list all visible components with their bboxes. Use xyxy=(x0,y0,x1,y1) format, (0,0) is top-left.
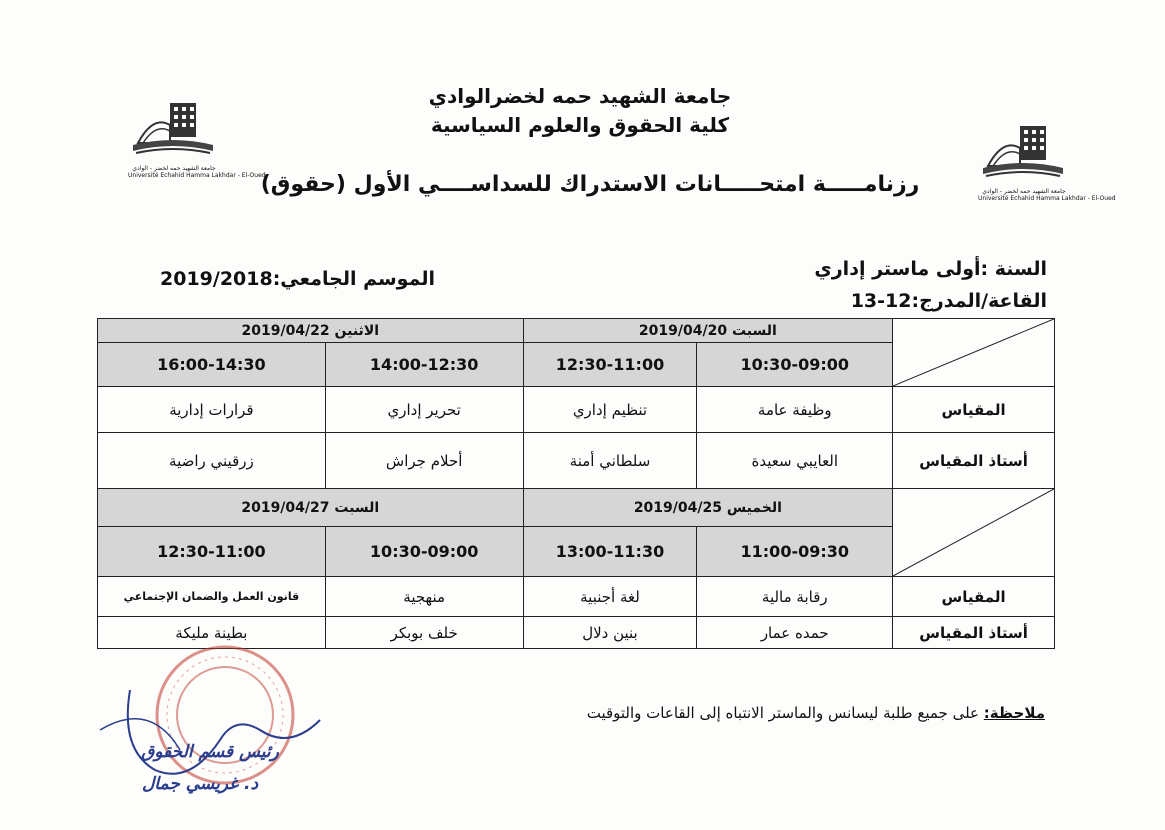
logo-caption-fr: Université Echahid Hamma Lakhdar - El-Oued xyxy=(128,172,266,179)
time-slot: 16:00-14:30 xyxy=(98,343,326,387)
corner-cell xyxy=(893,319,1055,387)
professor-cell: حمده عمار xyxy=(697,617,893,649)
signature-block xyxy=(60,690,350,810)
signature-title: رئيس قسم الحقوق xyxy=(141,742,279,762)
subject-cell: قانون العمل والضمان الإجتماعي xyxy=(98,577,326,617)
faculty-name: كلية الحقوق والعلوم السياسية xyxy=(430,113,730,137)
signature-name: د. غريسي جمال xyxy=(141,774,259,794)
day-header: الخميس 2019/04/25 xyxy=(523,489,893,527)
day-row xyxy=(98,319,1055,343)
subject-row xyxy=(98,387,1055,433)
year-info: السنة :أولى ماستر إداري xyxy=(814,258,1047,280)
professor-cell: زرقيني راضية xyxy=(98,433,326,489)
university-logo-left xyxy=(128,95,266,179)
exam-schedule-table xyxy=(97,318,1055,649)
hall-info: القاعة/المدرج:12-13 xyxy=(850,290,1047,312)
logo-caption-ar: جامعة الشهيد حمه لخضر - الوادي xyxy=(132,165,216,172)
day-header: السبت 2019/04/20 xyxy=(523,319,893,343)
time-slot: 12:30-11:00 xyxy=(98,527,326,577)
professor-cell: بطينة مليكة xyxy=(98,617,326,649)
time-slot: 10:30-09:00 xyxy=(325,527,523,577)
subject-cell: رقابة مالية xyxy=(697,577,893,617)
day-header: السبت 2019/04/27 xyxy=(98,489,524,527)
subject-row xyxy=(98,577,1055,617)
note-label: ملاحظة: xyxy=(983,704,1045,722)
professor-cell: خلف بوبكر xyxy=(325,617,523,649)
professor-cell: سلطاني أمنة xyxy=(523,433,697,489)
building-logo-icon xyxy=(978,118,1068,188)
time-slot: 11:00-09:30 xyxy=(697,527,893,577)
day-row xyxy=(98,489,1055,527)
professor-cell: بنين دلال xyxy=(523,617,697,649)
time-slot: 10:30-09:00 xyxy=(697,343,893,387)
professor-label: أستاذ المقياس xyxy=(893,617,1055,649)
day-header: الاثنين 2019/04/22 xyxy=(98,319,524,343)
subject-cell: لغة أجنبية xyxy=(523,577,697,617)
professor-row xyxy=(98,433,1055,489)
season-info: الموسم الجامعي:2019/2018 xyxy=(160,268,435,290)
subject-cell: تنظيم إداري xyxy=(523,387,697,433)
subject-label: المقياس xyxy=(893,387,1055,433)
building-logo-icon xyxy=(128,95,218,165)
note-text: على جميع طلبة ليسانس والماستر الانتباه إلى القاعات والتوقيت xyxy=(586,704,980,722)
university-name: جامعة الشهيد حمه لخضرالوادي xyxy=(428,84,732,108)
subject-cell: منهجية xyxy=(325,577,523,617)
subject-label: المقياس xyxy=(893,577,1055,617)
professor-cell: العايبي سعيدة xyxy=(697,433,893,489)
professor-cell: أحلام جراش xyxy=(325,433,523,489)
logo-caption-ar: جامعة الشهيد حمه لخضر - الوادي xyxy=(982,188,1066,195)
professor-label: أستاذ المقياس xyxy=(893,433,1055,489)
time-slot: 13:00-11:30 xyxy=(523,527,697,577)
subject-cell: وظيفة عامة xyxy=(697,387,893,433)
subject-cell: قرارات إدارية xyxy=(98,387,326,433)
logo-caption-fr: Université Echahid Hamma Lakhdar - El-Oued xyxy=(978,195,1116,202)
footer-note xyxy=(587,704,1045,722)
time-slot: 12:30-11:00 xyxy=(523,343,697,387)
time-slot: 14:00-12:30 xyxy=(325,343,523,387)
subject-cell: تحرير إداري xyxy=(325,387,523,433)
page-title: رزنامـــــة امتحـــــانات الاستدراك للسداســــي الأول (حقوق) xyxy=(260,172,920,197)
university-logo-right xyxy=(978,118,1116,202)
corner-cell xyxy=(893,489,1055,577)
